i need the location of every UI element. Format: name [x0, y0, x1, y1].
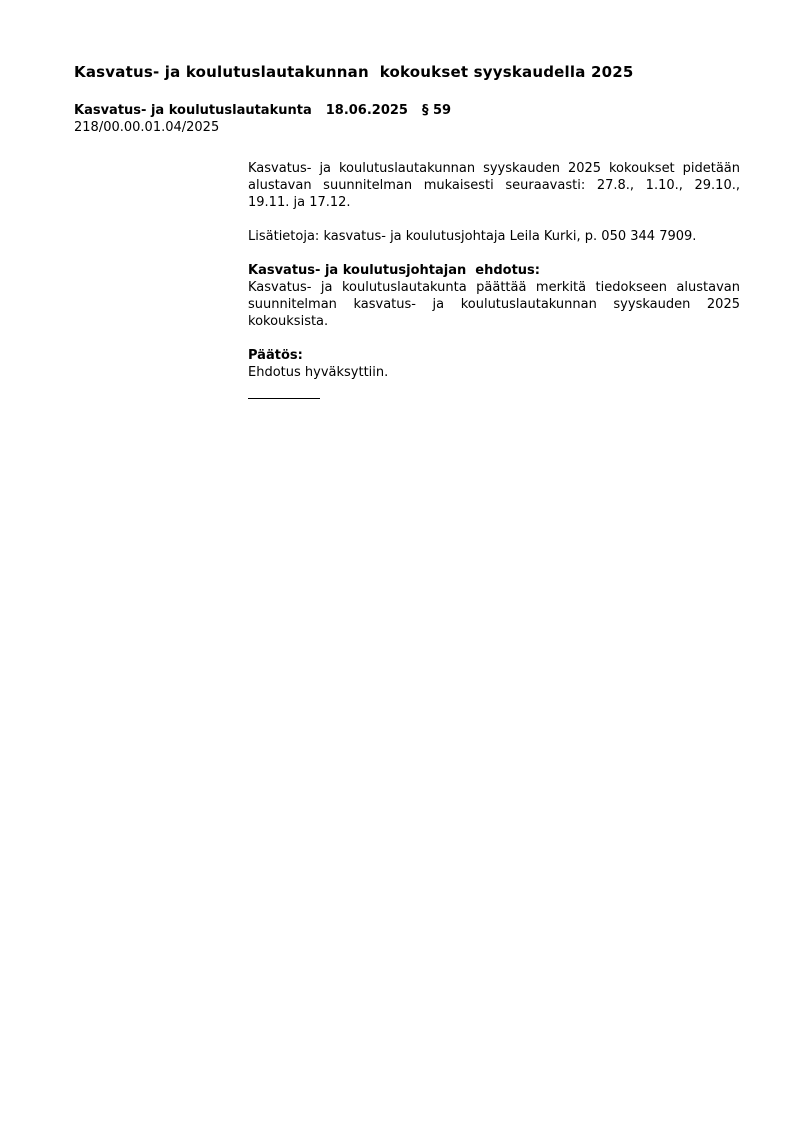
signature-line [248, 398, 320, 399]
case-reference-number: 218/00.00.01.04/2025 [74, 120, 220, 135]
proposal-text: Kasvatus- ja koulutuslautakunta päättää merkitä tiedokseen alustavan suunnitelman kasvatus- ja koulutuslautakunnan syyskauden 2025 kokouksista. [248, 280, 740, 329]
proposal-heading: Kasvatus- ja koulutusjohtajan ehdotus: [248, 263, 540, 278]
meeting-header-line [74, 103, 451, 118]
document-title: Kasvatus- ja koulutuslautakunnan kokoukset syyskaudella 2025 [74, 63, 634, 81]
decision-heading: Päätös: [248, 348, 303, 363]
document-body [248, 160, 740, 399]
board-name: Kasvatus- ja koulutuslautakunta [74, 103, 312, 118]
paragraph-meeting-schedule: Kasvatus- ja koulutuslautakunnan syyskauden 2025 kokoukset pidetään alustavan suunnitelman mukaisesti seuraavasti: 27.8., 1.10., 29.10., 19.11. ja 17.12. [248, 161, 740, 210]
paragraph-contact-info: Lisätietoja: kasvatus- ja koulutusjohtaja Leila Kurki, p. 050 344 7909. [248, 229, 697, 244]
section-number: § 59 [421, 103, 452, 118]
proposal-section [248, 262, 740, 330]
decision-section [248, 347, 740, 381]
meeting-date: 18.06.2025 [325, 103, 408, 118]
decision-text: Ehdotus hyväksyttiin. [248, 365, 389, 380]
